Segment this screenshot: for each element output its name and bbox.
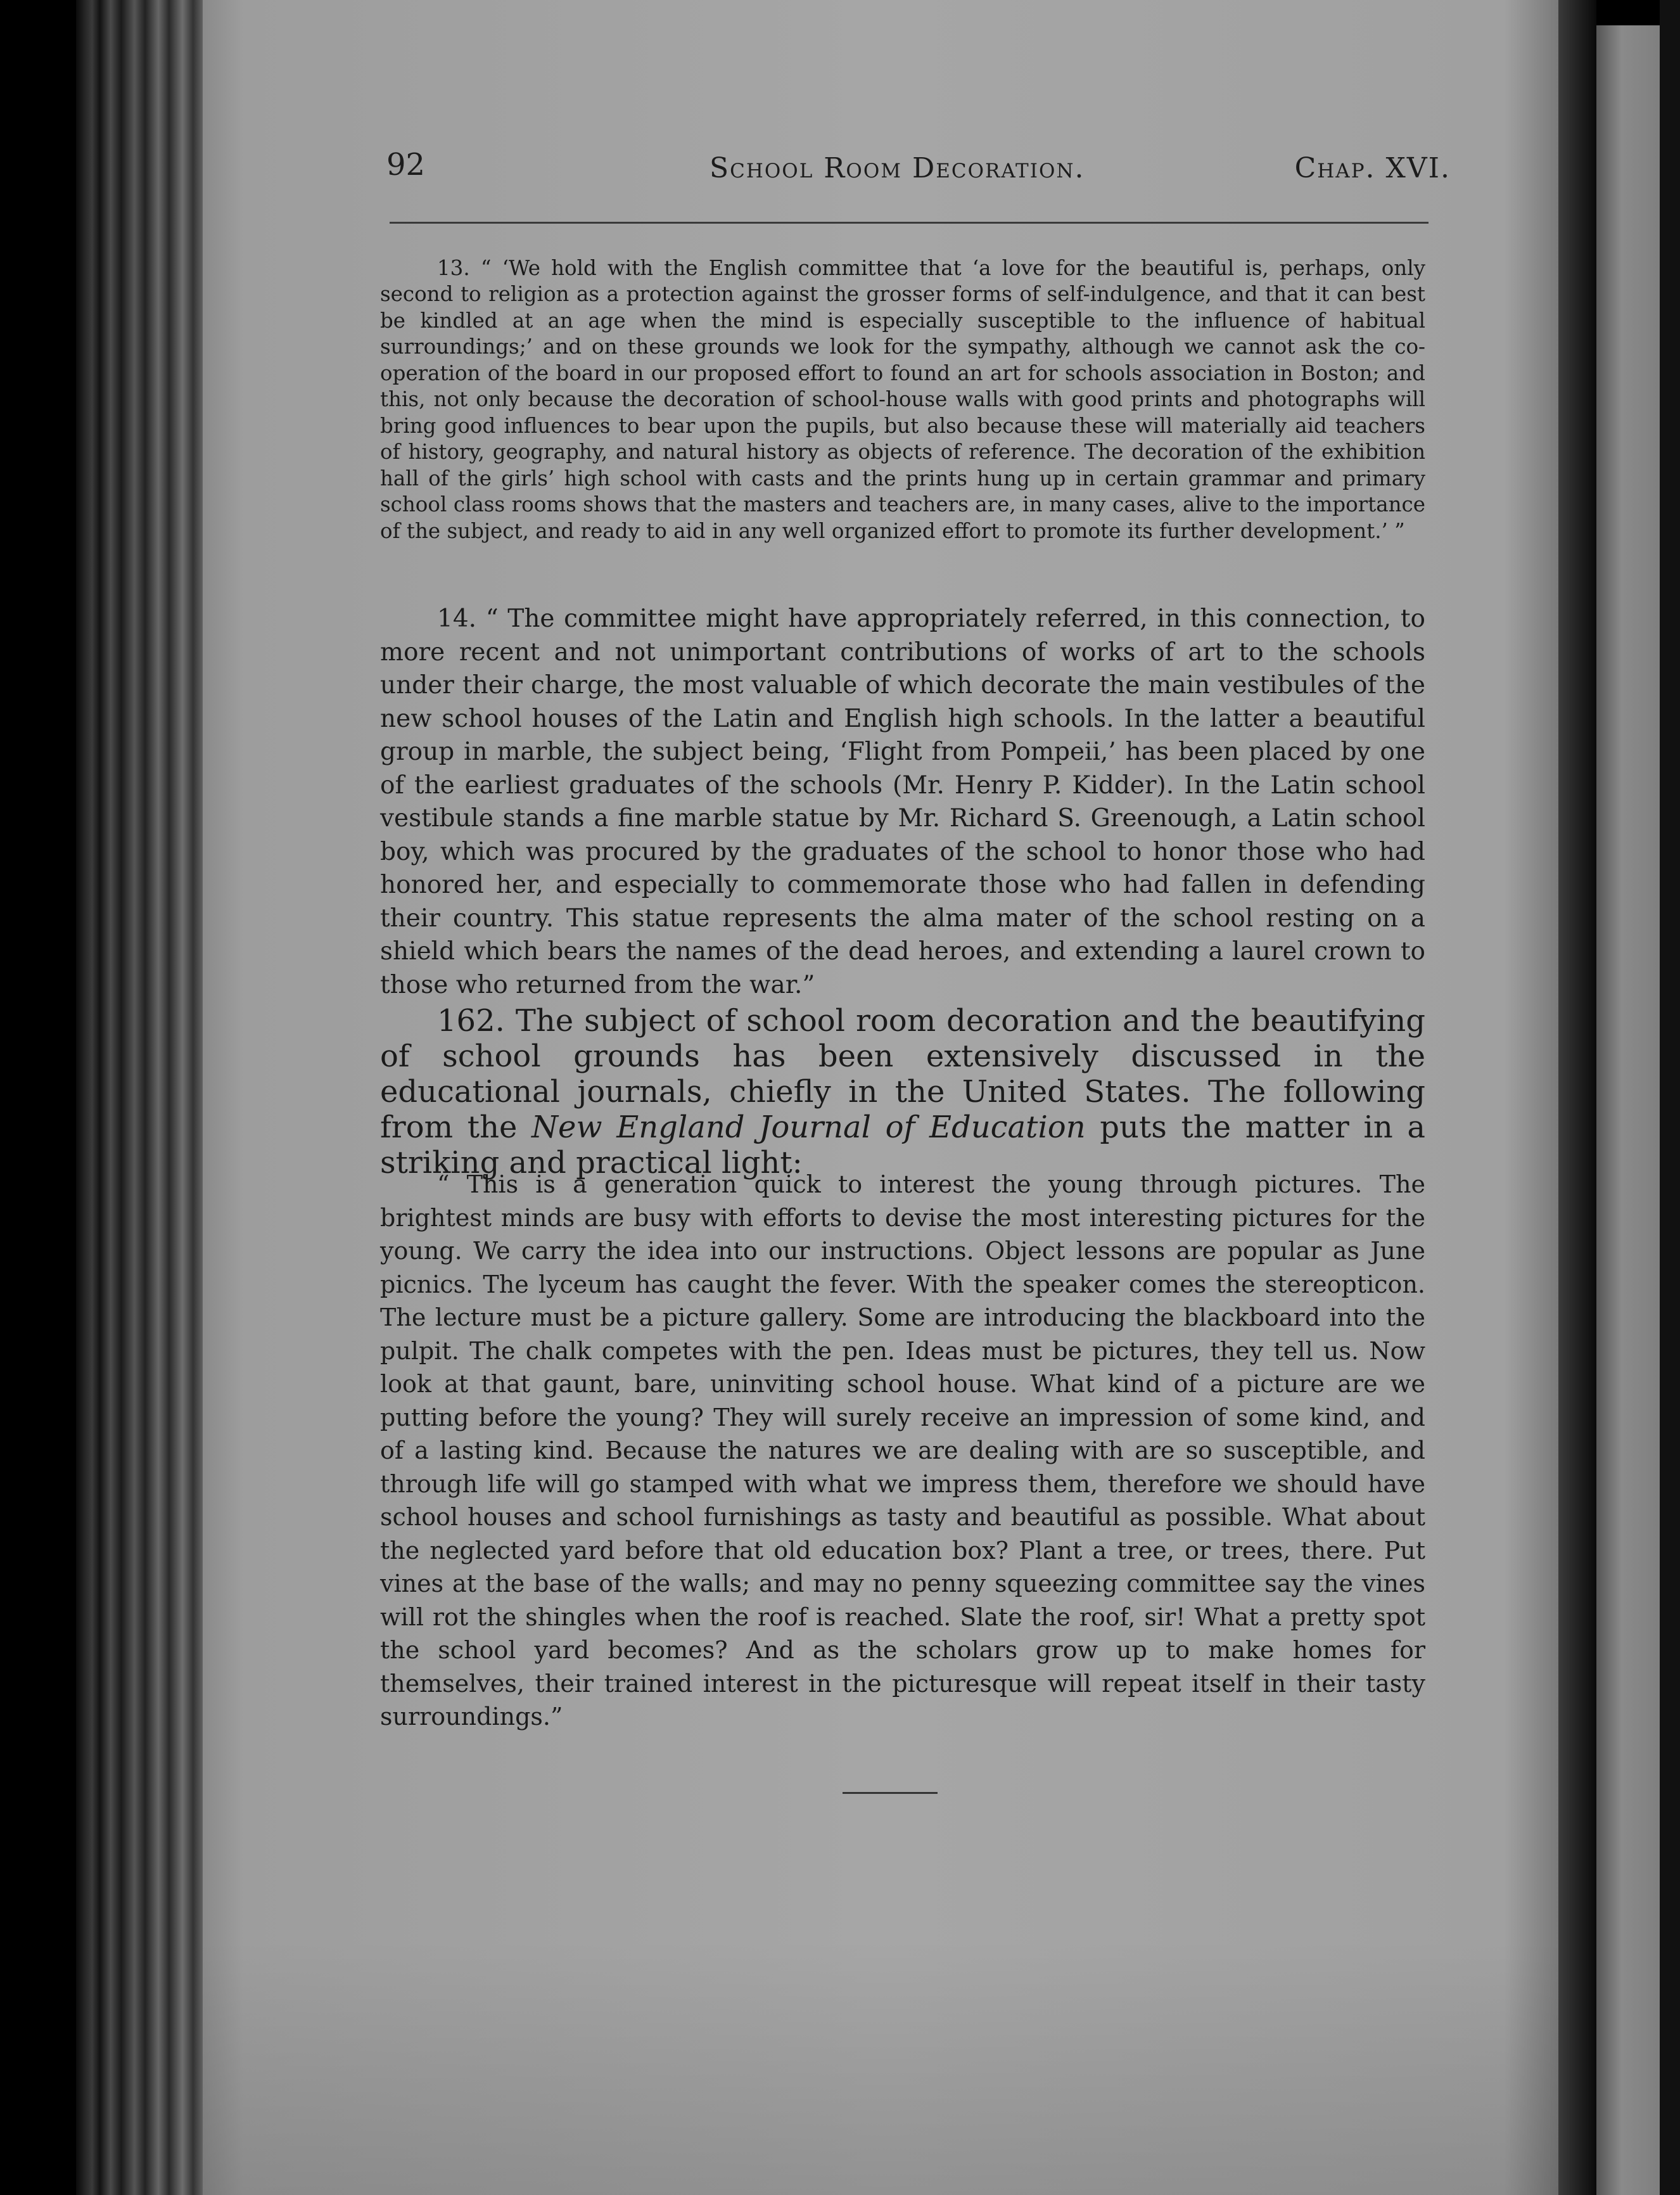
paragraph-14: 14. “ The committee might have appropriately referred, in this connection, to more recent and not unimportant contributions of works of art to the schools under their charge, the most valuable of which decorate the main vestibules of the new school houses of the Latin and English high schools. In the latter a beautiful group in marble, the subject being, ‘Flight from Pompeii,’ has been placed by one of the earliest graduates of the schools (Mr. Henry P. Kidder). In the Latin school vestibule stands a fine marble statue by Mr. Richard S. Greenough, a Latin school boy, which was procured by the graduates of the school to honor those who had honored her, and especially to commemorate those who had fallen in defending their country. This statue represents the alma mater of the school resting on a shield which bears the names of the dead heroes, and extending a laurel crown to those who returned from the war.” xyxy=(380,605,1425,999)
stacked-page-edges xyxy=(76,0,209,2195)
journal-title: New England Journal of Education xyxy=(531,1110,1086,1145)
running-head xyxy=(386,147,1451,198)
block-quotation: “ This is a generation quick to interest the young through pictures. The brightest minds are busy with efforts to devise the most interesting pictures for the young. We carry the idea into our instructions. Object lessons are popular as June picnics. The lyceum has caught the fever. With the speaker comes the stereopticon. The lecture must be a picture gallery. Some are introducing the blackboard into the pulpit. The chalk competes with the pen. Ideas must be pictures, they tell us. Now look at that gaunt, bare, uninviting school house. What kind of a picture are we putting before the young? They will surely receive an impression of some kind, and of a lasting kind. Because the natures we are dealing with are so susceptible, and through life will go stamped with what we impress them, therefore we should have school houses and school furnishings as tasty and beautiful as possible. What about the neglected yard before that old education box? Plant a tree, or trees, there. Put vines at the base of the walls; and may no penny squeezing committee say the vines will rot the shingles when the roof is reached. Slate the roof, sir! What a pretty spot the school yard becomes? And as the scholars grow up to make homes for themselves, their trained interest in the picturesque will repeat itself in their tasty surroundings.” xyxy=(380,1170,1425,1731)
paragraph-13: 13. “ ‘We hold with the English committee that ‘a love for the beautiful is, perhaps, only second to religion as a protection against the grosser forms of self-indulgence, and that it can best be kindled at an age when the mind is especially susceptible to the influence of habitual surroundings;’ and on these grounds we look for the sympathy, although we cannot ask the co-operation of the board in our proposed effort to found an art for schools association in Boston; and this, not only because the decoration of school-house walls with good prints and photographs will bring good influences to bear upon the pupils, but also because these will materially aid teachers of history, geography, and natural history as objects of reference. The decoration of the exhibition hall of the girls’ high school with casts and the prints hung up in certain grammar and primary school class rooms shows that the masters and teachers are, in many cases, alive to the importance of the subject, and ready to aid in any well organized effort to promote its further development.’ ” xyxy=(380,255,1425,543)
paragraph-162-text-end: puts the matter in a striking and practical light: xyxy=(380,1110,1426,1181)
page-shadow xyxy=(203,1939,1558,2195)
running-title: School Room Decoration. xyxy=(710,152,1085,184)
header-rule xyxy=(390,222,1429,224)
chapter-label: Chap. XVI. xyxy=(1294,152,1451,184)
frame-edge xyxy=(1660,0,1680,2195)
page-number: 92 xyxy=(386,147,426,182)
paragraph-162 xyxy=(380,1003,1425,1181)
book-gutter xyxy=(1558,0,1596,2195)
section-end-rule xyxy=(843,1792,938,1794)
paragraph-162-text-start: 162. The subject of school room decoration and the beautifying of school grounds has been extensively discussed in the educational journals, chiefly in the United States. The following from the xyxy=(380,1003,1425,1145)
